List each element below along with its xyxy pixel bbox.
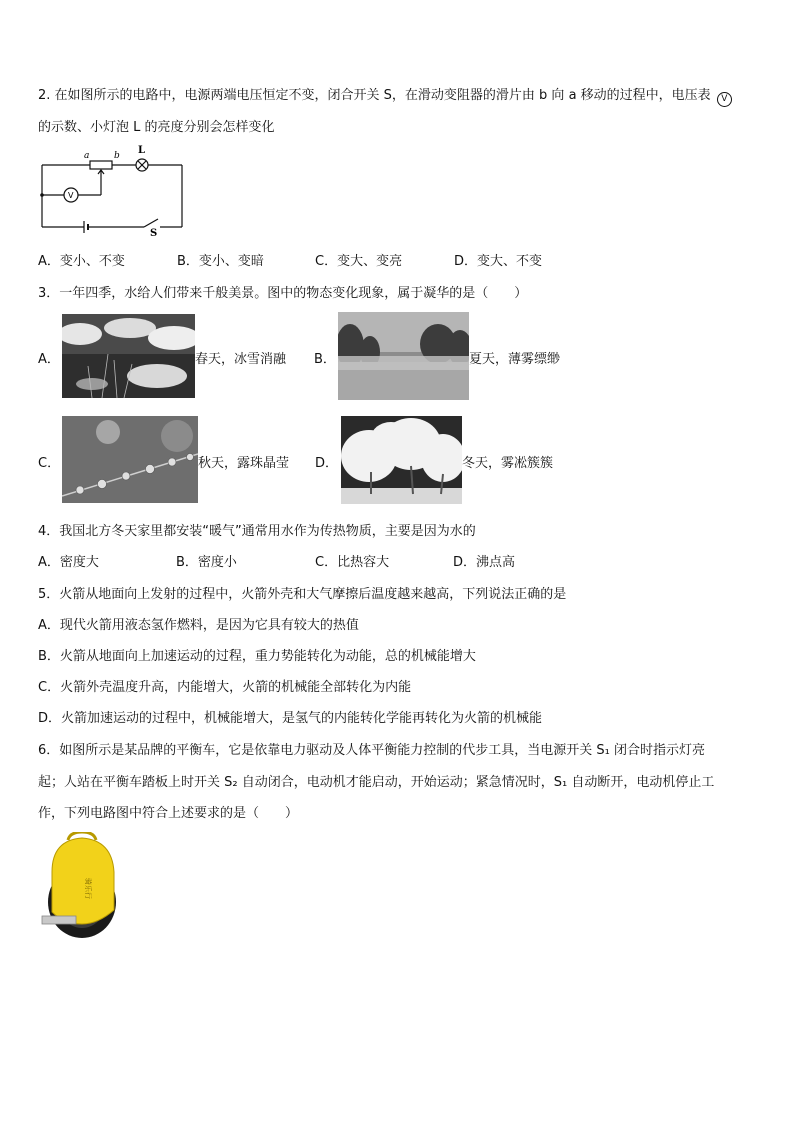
q2-circuit-diagram [38, 145, 186, 237]
q3-caption-C: 秋天，露珠晶莹 [198, 456, 290, 471]
q6-stem-line1: 6．如图所示是某品牌的平衡车，它是依靠电力驱动及人体平衡能力控制的代步工具，当电源开关 S₁ 闭合时指示灯亮 [38, 743, 705, 758]
q2-stem-line2: 的示数、小灯泡 L 的亮度分别会怎样变化 [38, 120, 275, 135]
q3-item-B-letter[interactable]: B． [314, 352, 336, 367]
q2-option-D[interactable]: D．变大、不变 [454, 254, 543, 269]
switch-icon [144, 219, 158, 227]
circuit-label-V: V [68, 191, 74, 200]
q3-photo-A-snow-melting [62, 314, 195, 398]
circuit-label-a: a [84, 151, 90, 161]
balance-wheel-illustration [38, 832, 122, 940]
q4-option-B[interactable]: B．密度小 [176, 555, 237, 570]
q3-caption-A: 春天，冰雪消融 [195, 352, 287, 367]
voltmeter-symbol-icon: V [717, 92, 732, 107]
q5-option-D[interactable]: D．火箭加速运动的过程中，机械能增大，是氢气的内能转化学能再转化为火箭的机械能 [38, 711, 543, 726]
q5-option-A[interactable]: A．现代火箭用液态氢作燃料，是因为它具有较大的热值 [38, 618, 359, 633]
q2-stem-text: 2. 在如图所示的电路中，电源两端电压恒定不变，闭合开关 S，在滑动变阻器的滑片由 b 向 a 移动的过程中，电压表 [38, 88, 711, 103]
q3-photo-C-dew-drops [62, 416, 198, 503]
q4-option-A[interactable]: A．密度大 [38, 555, 99, 570]
q5-stem: 5．火箭从地面向上发射的过程中，火箭外壳和大气摩擦后温度越来越高，下列说法正确的是 [38, 587, 567, 602]
q6-stem-line3: 作，下列电路图中符合上述要求的是（ ） [38, 806, 299, 821]
footboard-icon [42, 916, 76, 924]
q4-option-C[interactable]: C．比热容大 [315, 555, 390, 570]
q4-stem: 4．我国北方冬天家里都安装“暖气”通常用水作为传热物质，主要是因为水的 [38, 524, 476, 539]
q2-option-B[interactable]: B．变小、变暗 [177, 254, 264, 269]
q5-option-C[interactable]: C．火箭外壳温度升高，内能增大，火箭的机械能全部转化为内能 [38, 680, 412, 695]
wheel-brand-text: 骑乐行 [84, 878, 92, 899]
q2-stem-line1 [38, 84, 732, 107]
q2-option-C[interactable]: C．变大、变亮 [315, 254, 403, 269]
q5-option-B[interactable]: B．火箭从地面向上加速运动的过程，重力势能转化为动能，总的机械能增大 [38, 649, 476, 664]
q2-option-A[interactable]: A．变小、不变 [38, 254, 125, 269]
q3-item-D-letter[interactable]: D． [315, 456, 339, 471]
q3-photo-D-rime [341, 416, 462, 504]
circuit-label-L: L [138, 145, 146, 156]
q3-stem: 3．一年四季，水给人们带来千般美景。图中的物态变化现象，属于凝华的是（ ） [38, 286, 528, 301]
q3-caption-B: 夏天，薄雾缥缈 [469, 352, 561, 367]
q3-item-A-letter[interactable]: A． [38, 352, 60, 367]
q4-option-D[interactable]: D．沸点高 [453, 555, 516, 570]
circuit-label-b: b [114, 151, 120, 161]
q3-item-C-letter[interactable]: C． [38, 456, 61, 471]
circuit-label-S: S [150, 228, 158, 237]
q3-caption-D: 冬天，雾凇簇簇 [462, 456, 554, 471]
rheostat-icon [90, 161, 112, 169]
q3-photo-B-mist [338, 312, 469, 400]
q6-stem-line2: 起；人站在平衡车踏板上时开关 S₂ 自动闭合，电动机才能启动，开始运动；紧急情况时，S₁ 自动断开，电动机停止工 [38, 775, 715, 790]
